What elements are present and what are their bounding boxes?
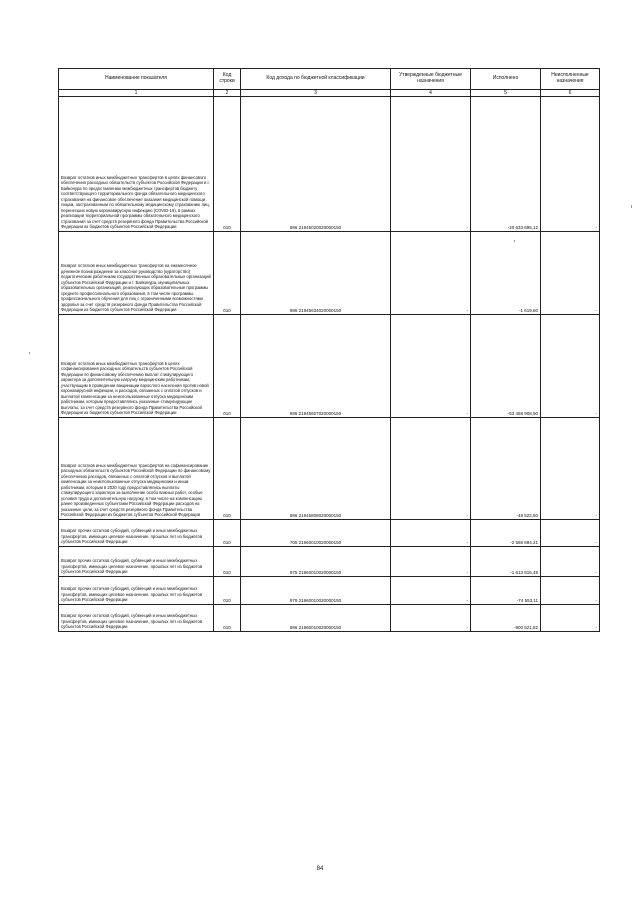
row-income-code: 975 21960010020000150	[241, 547, 391, 577]
row-approved: -	[391, 97, 471, 232]
table-header-row	[59, 69, 600, 90]
row-name: Возврат остатков иных межбюджетных трансфертов в целях финансового обеспечения расходных обязательств субъектов Российской Федерации и г. Байконура по предоставлению межбюджетных трансфертов бюджету соответствующего территориального фонда обязательного медицинского страхования на финансовое обеспечение оказания медицинской помощи лицам, застрахованным по обязательному медицинскому страхованию лиц, перенесших новую коронавирусную инфекцию (COVID-19), в рамках реализации территориальной программы обязательного медицинского страхования за счет средств резервного фонда Правительства Российской Федерации из бюджетов субъектов Российской Федерации	[59, 97, 214, 232]
header-unexecuted: Неисполненные назначения	[541, 69, 600, 90]
row-income-code: 986 21945808020000150	[241, 418, 391, 520]
table-row	[59, 520, 600, 547]
row-executed: -1 613 816,45	[471, 547, 541, 577]
row-unexecuted: -	[541, 605, 600, 632]
scan-margin-mark	[514, 240, 515, 242]
column-number: 1	[59, 90, 214, 97]
column-number: 6	[541, 90, 600, 97]
row-income-code: 986 21960010020000150	[241, 605, 391, 632]
column-number: 4	[391, 90, 471, 97]
row-income-code: 986 21945634020000150	[241, 232, 391, 315]
header-income-code: Код дохода по бюджетной классификации	[241, 69, 391, 90]
row-executed: -900 521,82	[471, 605, 541, 632]
table-row	[59, 97, 600, 232]
row-executed: -74 553,11	[471, 577, 541, 605]
table-row	[59, 315, 600, 418]
header-executed: Исполнено	[471, 69, 541, 90]
row-name: Возврат прочих остатков субсидий, субвенций и иных межбюджетных трансфертов, имеющих целевое назначение, прошлых лет из бюджетов субъектов Российской Федерации	[59, 605, 214, 632]
row-line-code: 010	[214, 97, 241, 232]
row-line-code: 010	[214, 418, 241, 520]
row-unexecuted: -	[541, 547, 600, 577]
row-name: Возврат остатков иных межбюджетных трансфертов на софинансирование расходных обязательств субъектов Российской Федерации по финансовому обеспечению расходов, связанных с оплатой отпусков и выплатой компенсации за неиспользованные отпуска медицинским и иным работникам, которым в 2020 году предоставлялись выплаты стимулирующего характера за выполнение особо важных работ, особые условия труда и дополнительную нагрузку, в том числе на компенсацию ранее произведенных субъектами Российской Федерации расходов на указанные цели, за счет средств резервного фонда Правительства Российской Федерации из бюджетов субъектов Российской Федерации	[59, 418, 214, 520]
row-line-code: 010	[214, 520, 241, 547]
row-income-code: 986 21945020020000150	[241, 97, 391, 232]
row-line-code: 010	[214, 232, 241, 315]
row-unexecuted: -	[541, 418, 600, 520]
header-line-code: Код строки	[214, 69, 241, 90]
row-unexecuted: -	[541, 577, 600, 605]
row-line-code: 010	[214, 547, 241, 577]
table-row	[59, 232, 600, 315]
row-name: Возврат прочих остатков субсидий, субвенций и иных межбюджетных трансфертов, имеющих целевое назначение, прошлых лет из бюджетов субъектов Российской Федерации	[59, 520, 214, 547]
row-income-code: 986 21945607020000150	[241, 315, 391, 418]
header-name: Наименование показателя	[59, 69, 214, 90]
row-executed: -20 633 695,12	[471, 97, 541, 232]
row-unexecuted: -	[541, 520, 600, 547]
row-executed: -2 588 894,21	[471, 520, 541, 547]
row-approved: -	[391, 418, 471, 520]
row-income-code: 705 21960010020000150	[241, 520, 391, 547]
row-line-code: 010	[214, 577, 241, 605]
row-name: Возврат прочих остатков субсидий, субвенций и иных межбюджетных трансфертов, имеющих целевое назначение, прошлых лет из бюджетов субъектов Российской Федерации	[59, 577, 214, 605]
column-number: 5	[471, 90, 541, 97]
table-row	[59, 418, 600, 520]
scan-margin-mark	[631, 205, 632, 208]
table-row	[59, 547, 600, 577]
row-approved: -	[391, 605, 471, 632]
row-approved: -	[391, 232, 471, 315]
row-unexecuted: -	[541, 97, 600, 232]
table-row	[59, 577, 600, 605]
column-number: 3	[241, 90, 391, 97]
row-name: Возврат остатков иных межбюджетных трансфертов на ежемесячное денежное вознаграждение за классное руководство (кураторство) педагогическим работникам государственных образовательных организаций субъектов Российской Федерации и г. Байконура, муниципальных образовательных организаций, реализующих образовательные программы среднего профессионального образования, в том числе программы профессионального обучения для лиц с ограниченными возможностями здоровья за счет средств резервного фонда Правительства Российской Федерации из бюджетов субъектов Российской Федерации	[59, 232, 214, 315]
column-number: 2	[214, 90, 241, 97]
row-line-code: 010	[214, 315, 241, 418]
scan-margin-mark	[29, 352, 30, 354]
table-row	[59, 605, 600, 632]
row-executed: -49 522,50	[471, 418, 541, 520]
row-name: Возврат остатков иных межбюджетных трансфертов в целях софинансирования расходных обязательств субъектов Российской Федерации по финансовому обеспечению выплат стимулирующего характера за дополнительную нагрузку медицинским работникам, участвующим в проведении вакцинации взрослого населения против новой коронавирусной инфекции, и расходов, связанных с оплатой отпусков и выплатой компенсации за неиспользованные отпуска медицинским работникам, которым предоставлялись указанные стимулирующие выплаты, за счет средств резервного фонда Правительства Российской Федерации из бюджетов субъектов Российской Федерации	[59, 315, 214, 418]
budget-execution-table	[58, 68, 600, 632]
row-line-code: 010	[214, 605, 241, 632]
row-unexecuted: -	[541, 232, 600, 315]
row-unexecuted: -	[541, 315, 600, 418]
column-numbers-row	[59, 90, 600, 97]
row-approved: -	[391, 577, 471, 605]
row-approved: -	[391, 520, 471, 547]
header-approved: Утвержденные бюджетные назначения	[391, 69, 471, 90]
row-executed: -53 468 908,90	[471, 315, 541, 418]
page-number: 84	[316, 866, 324, 872]
row-executed: -1 619,60	[471, 232, 541, 315]
row-income-code: 979 21960010020000150	[241, 577, 391, 605]
row-approved: -	[391, 315, 471, 418]
row-name: Возврат прочих остатков субсидий, субвенций и иных межбюджетных трансфертов, имеющих целевое назначение, прошлых лет из бюджетов субъектов Российской Федерации	[59, 547, 214, 577]
row-approved: -	[391, 547, 471, 577]
